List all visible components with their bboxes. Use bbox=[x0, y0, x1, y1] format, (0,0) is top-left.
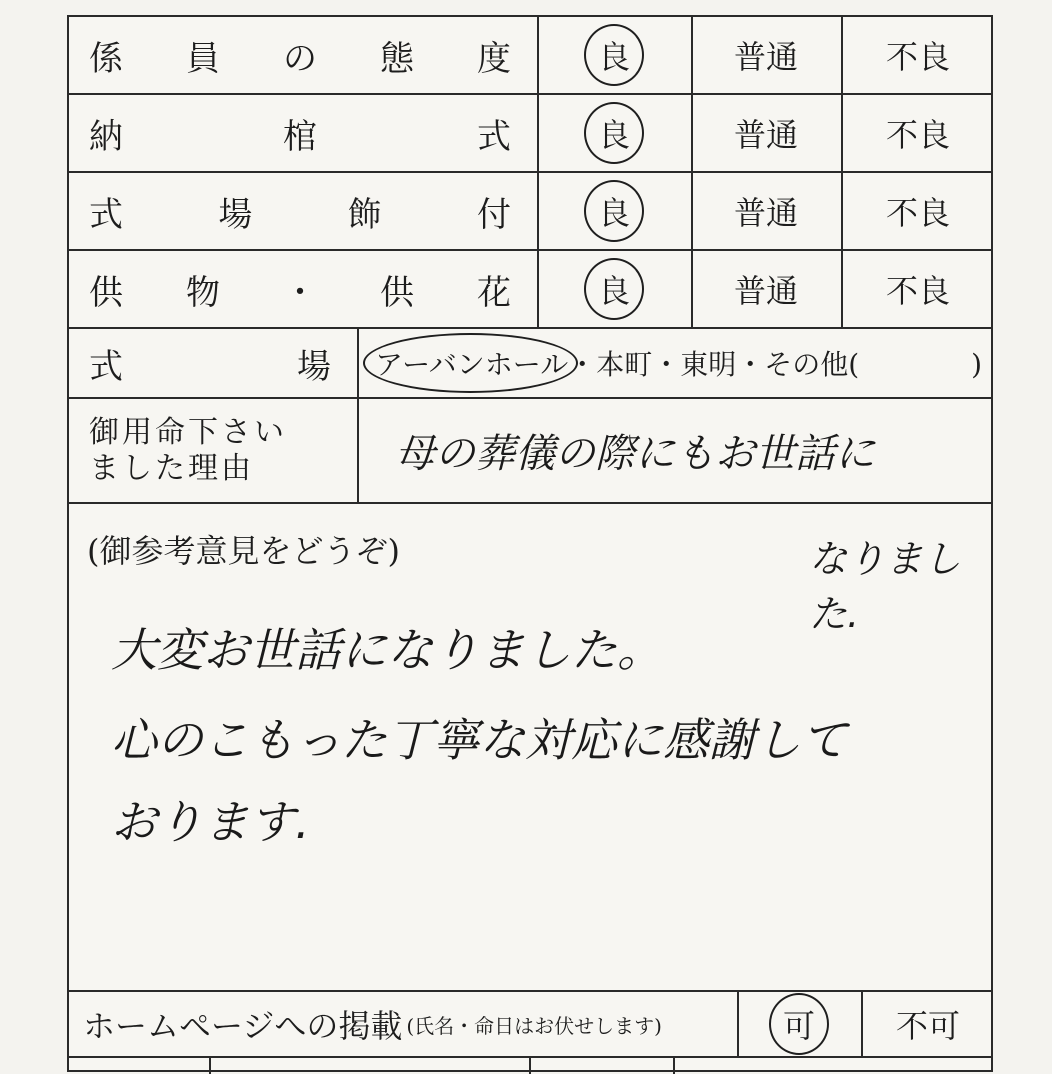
homepage-label bbox=[69, 992, 737, 1056]
option-bad-label: 不良 bbox=[885, 272, 950, 310]
option-good-label: 良 bbox=[598, 188, 630, 234]
label-char: 場 bbox=[218, 194, 253, 235]
label-char: 場 bbox=[297, 346, 331, 387]
option-normal-label: 普通 bbox=[733, 116, 798, 154]
label-char: 飾 bbox=[347, 194, 382, 235]
option-normal[interactable] bbox=[691, 95, 841, 171]
reason-label bbox=[69, 399, 357, 502]
homepage-no-label: 不可 bbox=[895, 1007, 960, 1045]
option-good-selected[interactable] bbox=[537, 95, 691, 171]
label-char: 花 bbox=[477, 272, 511, 313]
rating-row-encoffining bbox=[69, 95, 991, 173]
option-normal[interactable] bbox=[691, 173, 841, 249]
reason-label-line: 御用命下さい bbox=[89, 414, 287, 450]
opinion-label: (御参考意見をどうぞ) bbox=[87, 532, 400, 570]
rating-row-staff-attitude bbox=[69, 17, 991, 95]
option-bad-label: 不良 bbox=[885, 194, 950, 232]
venue-options bbox=[357, 329, 995, 397]
option-good-selected[interactable] bbox=[537, 251, 691, 327]
rating-label-offerings-flowers bbox=[69, 251, 537, 327]
option-good-selected[interactable] bbox=[537, 173, 691, 249]
option-normal-label: 普通 bbox=[733, 38, 798, 76]
option-normal-label: 普通 bbox=[733, 272, 798, 310]
opinion-line: おります. bbox=[111, 795, 310, 849]
survey-form bbox=[67, 15, 993, 1072]
homepage-option-no[interactable] bbox=[861, 992, 995, 1056]
opinion-line: 心のこもった丁寧な対応に感謝して bbox=[111, 713, 847, 767]
reason-row bbox=[69, 399, 991, 504]
label-char: 棺 bbox=[283, 116, 317, 157]
label-char: 供 bbox=[89, 272, 123, 313]
option-normal-label: 普通 bbox=[733, 194, 798, 232]
label-char: ・ bbox=[283, 272, 317, 313]
rating-label-venue-decoration bbox=[69, 173, 537, 249]
label-char: 員 bbox=[186, 38, 220, 79]
label-char: 物 bbox=[186, 272, 220, 313]
reason-label-line: ました理由 bbox=[89, 450, 254, 486]
opinion-line: 大変お世話になりました。 bbox=[111, 623, 663, 677]
option-bad[interactable] bbox=[841, 173, 995, 249]
homepage-publish-row bbox=[69, 992, 991, 1058]
option-good-label: 良 bbox=[598, 266, 630, 312]
label-char: 付 bbox=[476, 194, 511, 235]
label-char: 態 bbox=[380, 38, 414, 79]
homepage-note: (氏名・命日はお伏せします) bbox=[406, 1013, 662, 1038]
venue-label bbox=[69, 329, 357, 397]
option-bad[interactable] bbox=[841, 17, 995, 93]
homepage-yes-label: 可 bbox=[783, 1001, 815, 1047]
label-char: 度 bbox=[477, 38, 511, 79]
label-char: 係 bbox=[89, 38, 123, 79]
option-good-label: 良 bbox=[598, 32, 630, 78]
reason-continued-text: なりました. bbox=[809, 537, 962, 636]
label-char: 納 bbox=[89, 116, 123, 157]
rating-row-venue-decoration bbox=[69, 173, 991, 251]
label-char: の bbox=[283, 38, 317, 79]
label-char: 式 bbox=[89, 194, 123, 235]
homepage-option-yes-selected[interactable] bbox=[737, 992, 861, 1056]
option-bad[interactable] bbox=[841, 95, 995, 171]
venue-row bbox=[69, 329, 991, 399]
option-bad[interactable] bbox=[841, 251, 995, 327]
option-good-label: 良 bbox=[598, 110, 630, 156]
venue-other-options[interactable]: ・本町・東明・その他( ) bbox=[568, 348, 983, 381]
option-good-selected[interactable] bbox=[537, 17, 691, 93]
rating-row-offerings-flowers bbox=[69, 251, 991, 329]
label-char: 式 bbox=[477, 116, 511, 157]
label-char: 供 bbox=[380, 272, 414, 313]
rating-label-encoffining bbox=[69, 95, 537, 171]
homepage-label-text: ホームページへの掲載 bbox=[83, 1007, 403, 1045]
option-normal[interactable] bbox=[691, 17, 841, 93]
reason-handwritten-answer[interactable]: 母の葬儀の際にもお世話に bbox=[395, 431, 875, 477]
opinion-area[interactable] bbox=[69, 504, 991, 992]
venue-option-selected[interactable]: アーバンホール bbox=[375, 343, 568, 383]
option-normal[interactable] bbox=[691, 251, 841, 327]
rating-label-staff-attitude bbox=[69, 17, 537, 93]
option-bad-label: 不良 bbox=[885, 116, 950, 154]
label-char: 式 bbox=[89, 346, 123, 387]
option-bad-label: 不良 bbox=[885, 38, 950, 76]
